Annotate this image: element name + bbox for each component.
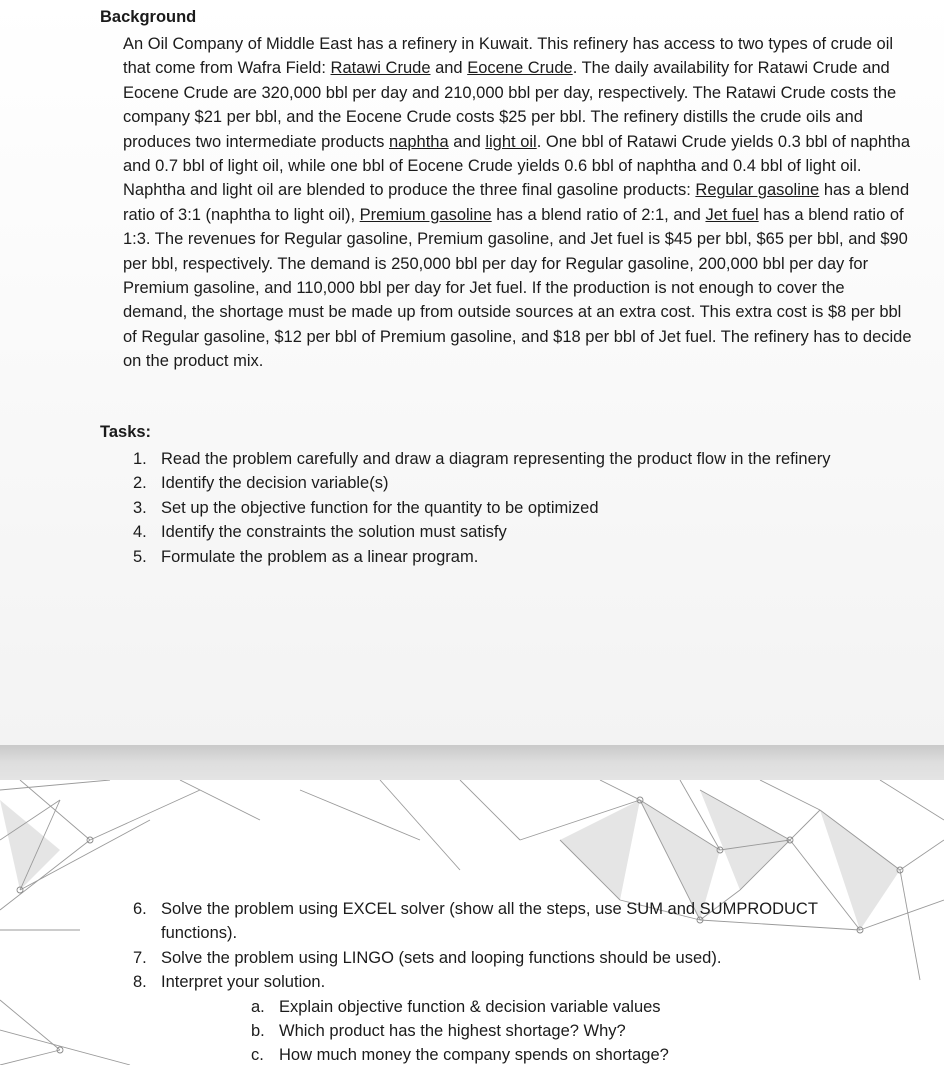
background-text-1: An Oil Company of Middle East has a refinery in Kuwait. This refinery has access to two types of crude oil that come from Wafra Field: [123, 35, 894, 78]
task-number: 6. [133, 900, 147, 918]
task-number: 5. [133, 547, 147, 566]
subtask-letter: a. [251, 997, 265, 1016]
naphtha-term: naphtha [388, 132, 449, 151]
task-text: Identify the constraints the solution must satisfy [161, 523, 507, 542]
page-gap [0, 745, 944, 780]
task-item [133, 447, 873, 471]
background-text-and-2: and [448, 132, 486, 151]
background-heading: Background [100, 8, 197, 26]
task-item [133, 545, 873, 569]
subtask-list [161, 995, 873, 1065]
background-text-6: has a blend ratio of 1:3. The revenues for Regular gasoline, Premium gasoline, and Jet fuel is $45 per bbl, $65 per bbl, and $90 per bbl, respectively. The demand is 250,000 bbl per day for Regular gasoline, 200,000 bbl per day for Premium gasoline, and 110,000 bbl per day for Jet fuel. If the production is not enough to cover the demand, the shortage must be made up from outside sources at an extra cost. This extra cost is $8 per bbl of Regular gasoline, $12 per bbl of Premium gasoline, and $18 per bbl of Jet fuel. The refinery has to decide on the product mix. [123, 205, 912, 371]
jet-fuel-term: Jet fuel [705, 205, 759, 224]
subtask-text: Explain objective function & decision variable values [279, 997, 661, 1016]
light-oil-term: light oil [485, 132, 537, 151]
background-text-5: has a blend ratio of 2:1, and [491, 205, 706, 224]
task-item [133, 970, 873, 1065]
subtask-text: How much money the company spends on shortage? [279, 1046, 669, 1065]
background-text-3: . One bbl of Ratawi Crude yields 0.3 bbl of naphtha and 0.7 bbl of light oil, while one bbl of Eocene Crude yields 0.6 bbl of naphtha and 0.4 bbl of light oil. Naphtha and light oil are blended to produce the three final gasoline products: [123, 132, 911, 200]
ratawi-crude-term: Ratawi Crude [330, 59, 431, 78]
eocene-crude-term: Eocene Crude [467, 59, 573, 78]
background-text-2: . The daily availability for Ratawi Crude and Eocene Crude are 320,000 bbl per day and 210,000 bbl per day, respectively. The Ratawi Crude costs the company $21 per bbl, and the Eocene Crude costs $25 per bbl. The refinery distills the crude oils and produces two intermediate products [123, 59, 897, 151]
task-item [133, 897, 873, 946]
task-text: Solve the problem using LINGO (sets and looping functions should be used). [161, 948, 722, 967]
task-item [133, 471, 873, 495]
task-number: 3. [133, 498, 147, 517]
task-item [133, 496, 873, 520]
task-text: Solve the problem using EXCEL solver (show all the steps, use SUM and SUMPRODUCT functions). [161, 900, 818, 943]
document-page-2 [0, 780, 944, 1065]
tasks-heading: Tasks: [100, 423, 152, 441]
subtask-item [251, 1019, 873, 1043]
task-item [133, 520, 873, 544]
premium-gasoline-term: Premium gasoline [359, 205, 492, 224]
task-number: 2. [133, 474, 147, 493]
task-text: Formulate the problem as a linear program. [161, 547, 479, 566]
background-text-4: has a blend ratio of 3:1 (naphtha to light oil), [123, 181, 910, 224]
task-list [133, 447, 873, 569]
subtask-item [251, 1043, 873, 1065]
task-item [133, 946, 873, 970]
subtask-letter: c. [251, 1046, 264, 1065]
regular-gasoline-term: Regular gasoline [695, 181, 820, 200]
task-text: Interpret your solution. [161, 973, 326, 992]
task-list-continued [133, 897, 873, 1065]
task-number: 8. [133, 973, 147, 992]
subtask-letter: b. [251, 1022, 265, 1041]
task-number: 1. [133, 450, 147, 468]
task-number: 7. [133, 948, 147, 967]
subtask-text: Which product has the highest shortage? Why? [279, 1022, 626, 1041]
background-text-and-1: and [430, 59, 468, 78]
subtask-item [251, 995, 873, 1019]
task-text: Read the problem carefully and draw a diagram representing the product flow in the refinery [161, 450, 831, 468]
task-text: Identify the decision variable(s) [161, 474, 389, 493]
task-number: 4. [133, 523, 147, 542]
task-text: Set up the objective function for the quantity to be optimized [161, 498, 599, 517]
background-paragraph [123, 32, 913, 374]
